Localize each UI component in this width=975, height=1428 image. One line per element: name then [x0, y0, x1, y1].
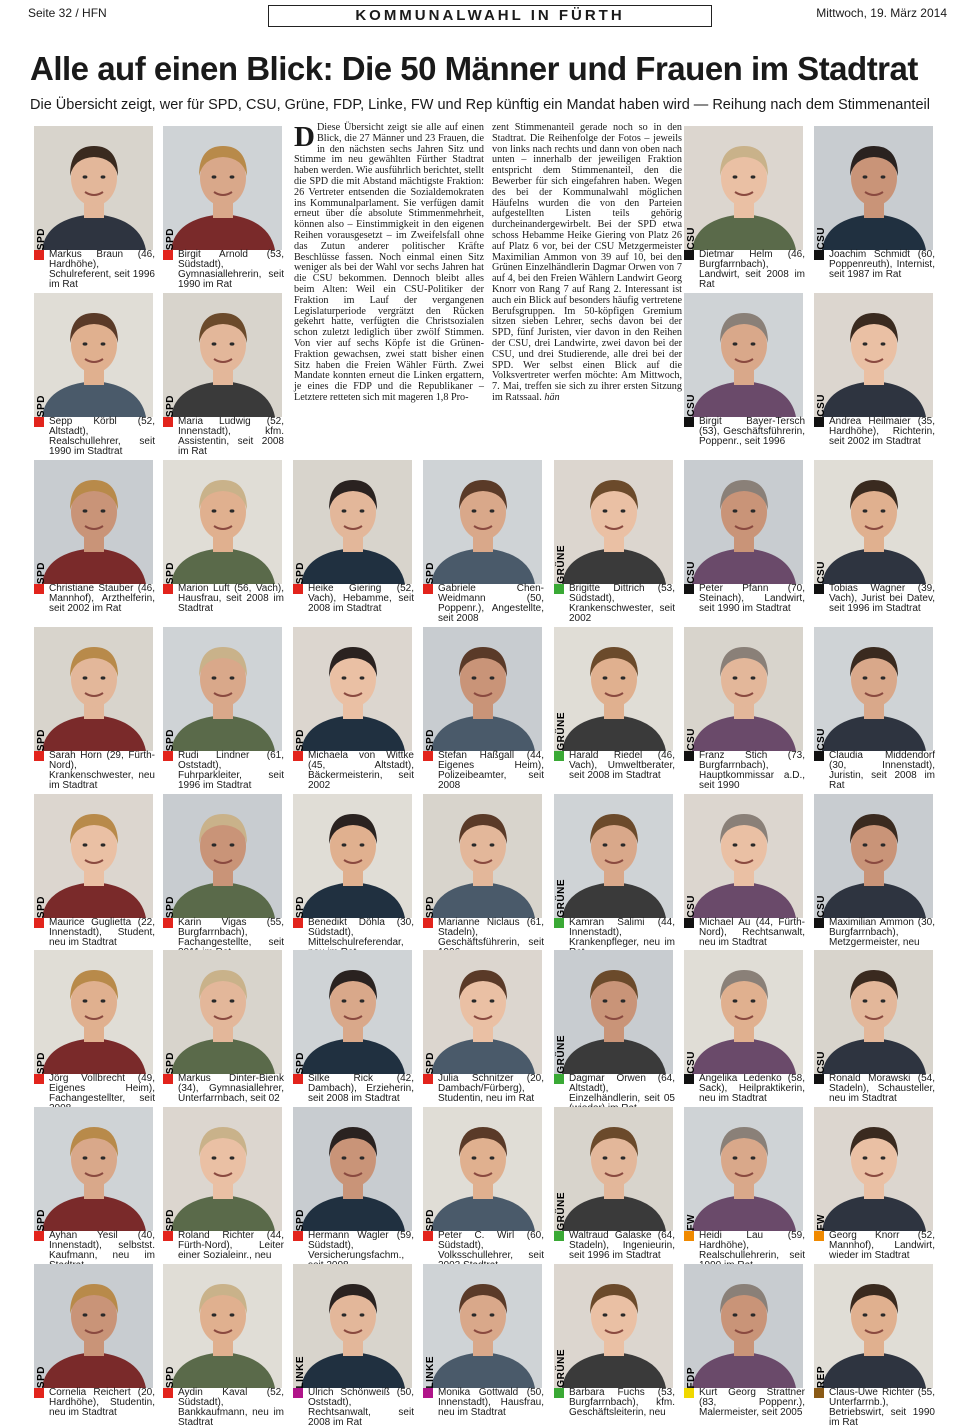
party-color-marker [34, 417, 44, 427]
portrait-photo [34, 950, 153, 1074]
member-caption: Brigitte Dittrich (53, Südstadt), Krankenschwester, seit 2002 [569, 583, 675, 624]
portrait-photo [293, 1264, 412, 1388]
portrait-photo [34, 627, 153, 751]
portrait-photo [814, 627, 933, 751]
party-color-marker [163, 918, 173, 928]
party-label [293, 627, 307, 751]
member-caption: Claudia Middendorf (30, Innenstadt), Juristin, seit 2008 im Rat [829, 750, 935, 791]
portrait-photo [554, 627, 673, 751]
party-label [423, 1264, 437, 1388]
party-color-marker [34, 584, 44, 594]
party-label [684, 950, 698, 1074]
portrait-photo [684, 950, 803, 1074]
party-color-marker [423, 1074, 433, 1084]
member-caption: Maurice Guglietta (22, Innenstadt), Student, neu im Stadtrat [49, 917, 155, 948]
portrait-photo [293, 950, 412, 1074]
party-label [814, 950, 828, 1074]
article-text-1: Diese Übersicht zeigt sie alle auf einen Blick, die 27 Männer und 23 Frauen, die in den nächsten sechs Jahren Sitz und Stimme im neu gewählten Fürther Stadtrat haben werden. Wie ausführlich berichtet, stellt die SPD die mit Abstand mächtigste Fraktion: 26 Vertreter entsenden die Sozialdemokraten ins Kommunalparlament. Sie verfügen damit erneut über die absolute Stimmenmehrheit, können also – Einstimmigkeit in den eigenen Reihen vorausgesetzt – im Zweifelsfall ohne das Zutun anderer politischer Kräfte Beschlüsse fassen. Noch einmal einen Sitz weniger als bei der Wahl vor sechs Jahren hat die CSU bekommen. Dennoch bleibt alles beim Alten: Weil ein CSU-Politiker der Fraktion im Lauf der vergangenen Legislaturperiode vergrätzt den Rücken gekehrt hatte, verfügten die Christsozialen schon zuletzt lediglich über zwölf Stimmen. Von vier auf sechs Köpfe ist die Grünen-Fraktion gewachsen, zwei statt bisher einen Sitz haben die Freien Wähler Fürth. Zwei Mandate konnten erneut die Linken ergattern, je eines die FDP und die Republikaner – Letztere retteten sich mit mageren 1,8 Pro- [294, 122, 484, 403]
portrait-photo [423, 627, 542, 751]
party-label [163, 126, 177, 250]
party-color-marker [34, 1388, 44, 1398]
party-name: CSU [815, 227, 827, 250]
member-caption: Maria Ludwig (52, Innenstadt), kfm. Assistentin, seit 2008 im Rat [178, 416, 284, 457]
party-label [684, 126, 698, 250]
party-label [554, 950, 568, 1074]
party-color-marker [423, 584, 433, 594]
article-column-2 [492, 123, 682, 404]
party-label [34, 460, 48, 584]
subheadline: Die Übersicht zeigt, wer für SPD, CSU, Grüne, FDP, Linke, FW und Rep künftig ein Mandat haben wird — Reihung nach dem Stimmenanteil [30, 97, 930, 113]
member-caption: Marion Luft (56, Vach), Hausfrau, seit 2008 im Stadtrat [178, 583, 284, 614]
party-name: CSU [685, 1051, 697, 1074]
portrait-photo [554, 950, 673, 1074]
party-name: GRÜNE [555, 1349, 567, 1388]
portrait-photo [163, 1107, 282, 1231]
party-color-marker [814, 1388, 824, 1398]
party-color-marker [684, 1388, 694, 1398]
party-name: SPD [424, 895, 436, 918]
portrait-photo [684, 794, 803, 918]
party-name: SPD [164, 394, 176, 417]
member-caption: Karin Vigas (55, Burgfarrnbach), Fachangestellte, seit [178, 917, 284, 948]
party-color-marker [293, 1231, 303, 1241]
party-color-marker [293, 584, 303, 594]
member-caption: Joachim Schmidt (60, Poppenreuth), Internist, seit 1987 im Rat [829, 249, 935, 280]
member-caption: Monika Gottwald (50, Innenstadt), Hausfrau, neu im Stadtrat [438, 1387, 544, 1418]
party-name: SPD [164, 227, 176, 250]
party-color-marker [293, 918, 303, 928]
party-label [554, 460, 568, 584]
party-name: REP [815, 1365, 827, 1388]
party-name: SPD [424, 1051, 436, 1074]
party-name: SPD [164, 561, 176, 584]
party-label [293, 1107, 307, 1231]
party-label [293, 1264, 307, 1388]
party-label [684, 1264, 698, 1388]
member-caption: Waltraud Galaske (64, Stadeln), Ingenieurin, seit 1996 im Stadtrat [569, 1230, 675, 1261]
member-caption: Angelika Ledenko (58, Sack), Heilpraktikerin, neu im Stadtrat [699, 1073, 805, 1104]
party-label [684, 293, 698, 417]
party-label [34, 627, 48, 751]
party-color-marker [163, 1231, 173, 1241]
party-name: GRÜNE [555, 545, 567, 584]
section-header: KOMMUNALWAHL IN FÜRTH [268, 5, 712, 27]
portrait-photo [684, 1264, 803, 1388]
member-caption: Kurt Georg Strattner (83, Poppenr.), Malermeister, seit 2005 [699, 1387, 805, 1418]
party-name: SPD [424, 728, 436, 751]
party-name: SPD [294, 1051, 306, 1074]
member-caption: Heike Giering (52, Vach), Hebamme, seit 2008 im Stadtrat [308, 583, 414, 614]
party-color-marker [34, 1074, 44, 1084]
party-color-marker [814, 751, 824, 761]
party-color-marker [684, 1074, 694, 1084]
party-color-marker [163, 250, 173, 260]
party-color-marker [814, 417, 824, 427]
party-label [34, 126, 48, 250]
party-color-marker [423, 918, 433, 928]
party-label [684, 1107, 698, 1231]
portrait-photo [34, 1107, 153, 1231]
party-color-marker [163, 1074, 173, 1084]
party-name: CSU [815, 561, 827, 584]
party-color-marker [34, 1231, 44, 1241]
member-caption: Ronald Morawski (54, Stadeln), Schausteller, neu im Stadtrat [829, 1073, 935, 1104]
portrait-photo [163, 794, 282, 918]
member-caption: Sepp Körbl (52, Altstadt), Realschullehrer, seit 1990 im Stadtrat [49, 416, 155, 457]
party-name: SPD [35, 1208, 47, 1231]
party-name: SPD [35, 1051, 47, 1074]
member-caption: Georg Knorr (52, Mannhof), Landwirt, wieder im Stadtrat [829, 1230, 935, 1261]
party-label [814, 794, 828, 918]
party-label [34, 1264, 48, 1388]
party-name: CSU [815, 394, 827, 417]
party-color-marker [163, 584, 173, 594]
party-color-marker [814, 918, 824, 928]
portrait-photo [163, 950, 282, 1074]
party-color-marker [423, 751, 433, 761]
party-color-marker [293, 1074, 303, 1084]
portrait-photo [554, 1264, 673, 1388]
party-color-marker [684, 1231, 694, 1241]
party-label [293, 950, 307, 1074]
party-color-marker [684, 584, 694, 594]
member-caption: Benedikt Döhla (30, Südstadt), Mittelschulreferendar, [308, 917, 414, 948]
portrait-photo [684, 460, 803, 584]
party-name: CSU [815, 728, 827, 751]
member-caption: Claus-Uwe Richter (55, Unterfarrnb.), Betriebswirt, seit 1990 im Rat [829, 1387, 935, 1428]
portrait-photo [814, 1107, 933, 1231]
portrait-photo [163, 460, 282, 584]
party-color-marker [163, 751, 173, 761]
member-caption: Rudi Lindner (61, Oststadt), Fuhrparkleiter, seit 1996 im Stadtrat [178, 750, 284, 791]
portrait-photo [684, 126, 803, 250]
party-name: SPD [35, 728, 47, 751]
member-caption: Franz Stich (73, Burgfarrnbach), Hauptkommissar a.D., seit 1990 [699, 750, 805, 791]
party-label [163, 1264, 177, 1388]
portrait-photo [423, 460, 542, 584]
portrait-photo [163, 126, 282, 250]
member-caption: Barbara Fuchs (53, Burgfarrnbach), kfm. Geschäftsleiterin, neu [569, 1387, 675, 1418]
party-label [814, 460, 828, 584]
headline: Alle auf einen Blick: Die 50 Männer und Frauen im Stadtrat [30, 50, 918, 87]
party-name: CSU [815, 895, 827, 918]
party-name: SPD [294, 728, 306, 751]
party-label [814, 627, 828, 751]
party-label [423, 627, 437, 751]
party-name: SPD [424, 1208, 436, 1231]
portrait-photo [554, 794, 673, 918]
party-label [423, 794, 437, 918]
party-color-marker [554, 918, 564, 928]
member-caption: Hermann Wagler (59, Südstadt), Versicherungsfachm., [308, 1230, 414, 1261]
party-label [163, 460, 177, 584]
party-color-marker [293, 1388, 303, 1398]
party-name: LINKE [294, 1355, 306, 1388]
party-name: SPD [424, 561, 436, 584]
member-caption: Dagmar Orwen (64, Altstadt), Einzelhändlerin, seit 05 [569, 1073, 675, 1104]
party-name: FW [815, 1214, 827, 1231]
member-caption: Gabriele Chen-Weidmann (50, Poppenr.), Angestellte, seit 2008 [438, 583, 544, 624]
party-name: SPD [164, 1365, 176, 1388]
party-color-marker [423, 1388, 433, 1398]
portrait-photo [554, 460, 673, 584]
member-caption: Peter C. Wirl (60, Südstadt), Volksschullehrer, seit [438, 1230, 544, 1261]
portrait-photo [163, 627, 282, 751]
party-label [814, 293, 828, 417]
party-label [34, 794, 48, 918]
portrait-photo [293, 1107, 412, 1231]
portrait-photo [554, 1107, 673, 1231]
portrait-photo [293, 460, 412, 584]
party-color-marker [163, 417, 173, 427]
member-caption: Stefan Haßgall (44, Eigenes Heim), Polizeibeamter, seit 2008 [438, 750, 544, 791]
portrait-photo [684, 627, 803, 751]
portrait-photo [423, 794, 542, 918]
party-color-marker [554, 584, 564, 594]
party-label [684, 794, 698, 918]
party-name: CSU [815, 1051, 827, 1074]
party-name: SPD [164, 728, 176, 751]
party-color-marker [684, 918, 694, 928]
party-color-marker [554, 751, 564, 761]
party-color-marker [34, 751, 44, 761]
portrait-photo [163, 1264, 282, 1388]
party-label [34, 950, 48, 1074]
party-name: SPD [294, 561, 306, 584]
party-color-marker [423, 1231, 433, 1241]
issue-date: Mittwoch, 19. März 2014 [816, 6, 947, 20]
member-caption: Christiane Stauber (46, Mannhof), Arzthelferin, seit 2002 im Rat [49, 583, 155, 614]
drop-cap: D [294, 121, 315, 153]
member-caption: Jörg Vollbrecht (49, Eigenes Heim), Fachangestellter, seit [49, 1073, 155, 1104]
member-caption: Birgit Arnold (53, Südstadt), Gymnasiallehrerin, seit 1990 im Rat [178, 249, 284, 290]
member-caption: Kamran Salimi (44, Innenstadt), Krankenpfleger, neu im [569, 917, 675, 948]
party-label [423, 460, 437, 584]
party-label [163, 627, 177, 751]
portrait-photo [814, 460, 933, 584]
party-color-marker [814, 1074, 824, 1084]
portrait-photo [814, 950, 933, 1074]
party-name: SPD [164, 895, 176, 918]
portrait-photo [814, 293, 933, 417]
member-caption: Ayhan Yesil (40, Innenstadt), selbstst. Kaufmann, neu im [49, 1230, 155, 1261]
party-color-marker [814, 1231, 824, 1241]
party-label [554, 1264, 568, 1388]
party-label [814, 126, 828, 250]
party-label [684, 627, 698, 751]
party-label [814, 1264, 828, 1388]
member-caption: Dietmar Helm (46, Burgfarrnbach), Landwirt, seit 2008 im Rat [699, 249, 805, 290]
portrait-photo [34, 794, 153, 918]
member-caption: Tobias Wagner (39, Vach), Jurist bei Datev, seit 1996 im Stadtrat [829, 583, 935, 614]
party-name: FW [685, 1214, 697, 1231]
portrait-photo [293, 794, 412, 918]
member-caption: Roland Richter (44, Fürth-Nord), Leiter einer Sozialeinr., neu [178, 1230, 284, 1261]
party-color-marker [163, 1388, 173, 1398]
member-caption: Michaela von Wittke (45, Altstadt), Bäckermeisterin, seit 2002 [308, 750, 414, 791]
member-caption: Cornelia Reichert (20, Hardhöhe), Studentin, neu im Stadtrat [49, 1387, 155, 1418]
party-label [34, 293, 48, 417]
party-label [814, 1107, 828, 1231]
member-caption: Birgit Bayer-Tersch (53), Geschäftsführerin, Poppenr., seit 1996 [699, 416, 805, 447]
party-name: GRÜNE [555, 1035, 567, 1074]
page-number: Seite 32 / HFN [28, 6, 107, 20]
party-color-marker [34, 250, 44, 260]
party-label [423, 950, 437, 1074]
portrait-photo [814, 1264, 933, 1388]
portrait-photo [34, 460, 153, 584]
party-label [293, 794, 307, 918]
party-color-marker [34, 918, 44, 928]
portrait-photo [684, 1107, 803, 1231]
party-name: SPD [35, 394, 47, 417]
portrait-photo [814, 794, 933, 918]
party-name: SPD [164, 1051, 176, 1074]
party-color-marker [554, 1231, 564, 1241]
party-name: SPD [35, 561, 47, 584]
party-color-marker [684, 751, 694, 761]
member-caption: Markus Dinter-Bienk (34), Gymnasiallehrer, Unterfarrnbach, seit 02 [178, 1073, 284, 1104]
party-name: LINKE [424, 1355, 436, 1388]
party-color-marker [814, 250, 824, 260]
portrait-photo [34, 293, 153, 417]
member-caption: Andrea Heilmaier (35, Hardhöhe), Richterin, seit 2002 im Stadtrat [829, 416, 935, 447]
party-name: SPD [35, 1365, 47, 1388]
party-color-marker [554, 1388, 564, 1398]
party-name: CSU [685, 394, 697, 417]
member-caption: Maximilian Ammon (30, Burgfarrnbach), Metzgermeister, neu [829, 917, 935, 948]
party-label [554, 627, 568, 751]
portrait-photo [423, 950, 542, 1074]
member-caption: Ulrich Schönweiß (50, Oststadt), Rechtsanwalt, seit 2008 im Rat [308, 1387, 414, 1428]
member-caption: Aydin Kaval (52, Südstadt), Bankkaufmann, neu im Stadtrat [178, 1387, 284, 1428]
portrait-photo [423, 1107, 542, 1231]
party-name: FDP [685, 1366, 697, 1388]
party-name: SPD [35, 895, 47, 918]
member-caption: Harald Riedel (46, Vach), Umweltberater, seit 2008 im Stadtrat [569, 750, 675, 781]
party-name: SPD [294, 1208, 306, 1231]
article-text-2: zent Stimmenanteil gerade noch so in den Stadtrat. Die Reihenfolge der Fotos – jeweils von links nach rechts und dann von oben nach unten – innerhalb der jeweiligen Fraktion entspricht dem Stimmenanteil, den die Bewerber für sich eingefahren haben. Wegen des bei der Kommunalwahl möglichen Häufelns wurden die von den Parteien aufgestellten Listen teils gehörig durcheinandergewirbelt. Bei der SPD etwa schoss Hebamme Heike Giering von Platz 26 auf Platz 6 vor, bei der CSU Metzgermeister Maximilian Ammon von 39 auf 10, bei den Grünen Einzelhändlerin Dagmar Orwen von 7 auf 4, bei den Freien Wählern Landwirt Georg Knorr von Rang 7 auf Rang 2. Interessant ist auch ein Blick auf besonders häufig vertretene Berufsgruppen. Im 50-köpfigen Gremium sitzen sieben Lehrer, sechs davon bei der SPD, fünf Juristen, vier davon in den Reihen der CSU, drei Landwirte, zwei davon bei der CSU, und drei Studierende, alle drei bei der SPD. Wer selbst einen Blick auf die Volksvertreter werfen möchte: Am Mittwoch, 7. Mai, treffen sie sich zu ihrer ersten Sitzung im Ratssaal. [492, 122, 682, 403]
party-name: SPD [294, 895, 306, 918]
party-label [684, 460, 698, 584]
portrait-photo [293, 627, 412, 751]
party-name: SPD [35, 227, 47, 250]
party-color-marker [554, 1074, 564, 1084]
party-name: CSU [685, 227, 697, 250]
portrait-photo [34, 1264, 153, 1388]
party-label [34, 1107, 48, 1231]
party-label [163, 293, 177, 417]
party-color-marker [293, 751, 303, 761]
party-name: CSU [685, 728, 697, 751]
party-label [554, 1107, 568, 1231]
party-label [163, 1107, 177, 1231]
party-label [554, 794, 568, 918]
member-caption: Sarah Horn (29, Fürth-Nord), Krankenschwester, neu im Stadtrat [49, 750, 155, 791]
party-name: CSU [685, 895, 697, 918]
party-name: SPD [164, 1208, 176, 1231]
portrait-photo [684, 293, 803, 417]
party-label [293, 460, 307, 584]
party-name: GRÜNE [555, 879, 567, 918]
party-label [163, 950, 177, 1074]
portrait-photo [163, 293, 282, 417]
article-column-1 [294, 123, 484, 404]
member-caption: Michael Au (44, Fürth-Nord), Rechtsanwalt, neu im Stadtrat [699, 917, 805, 948]
member-caption: Peter Pfann (70, Steinach), Landwirt, seit 1990 im Stadtrat [699, 583, 805, 614]
portrait-photo [423, 1264, 542, 1388]
party-color-marker [814, 584, 824, 594]
party-name: GRÜNE [555, 712, 567, 751]
party-color-marker [684, 250, 694, 260]
party-name: GRÜNE [555, 1192, 567, 1231]
member-caption: Silke Rick (42, Dambach), Erzieherin, seit 2008 im Stadtrat [308, 1073, 414, 1104]
party-color-marker [684, 417, 694, 427]
party-label [163, 794, 177, 918]
member-caption: Julia Schnitzer (20, Dambach/Fürberg), Studentin, neu im Rat [438, 1073, 544, 1104]
party-label [423, 1107, 437, 1231]
portrait-photo [34, 126, 153, 250]
member-caption: Markus Braun (46, Hardhöhe), Schulreferent, seit 1996 im Rat [49, 249, 155, 290]
member-caption: Marianne Niclaus (61, Stadeln), Geschäftsführerin, seit [438, 917, 544, 948]
party-name: CSU [685, 561, 697, 584]
author-initials: hän [544, 391, 560, 403]
portrait-photo [814, 126, 933, 250]
member-caption: Heidi Lau (59, Hardhöhe), Realschullehrerin, seit [699, 1230, 805, 1261]
